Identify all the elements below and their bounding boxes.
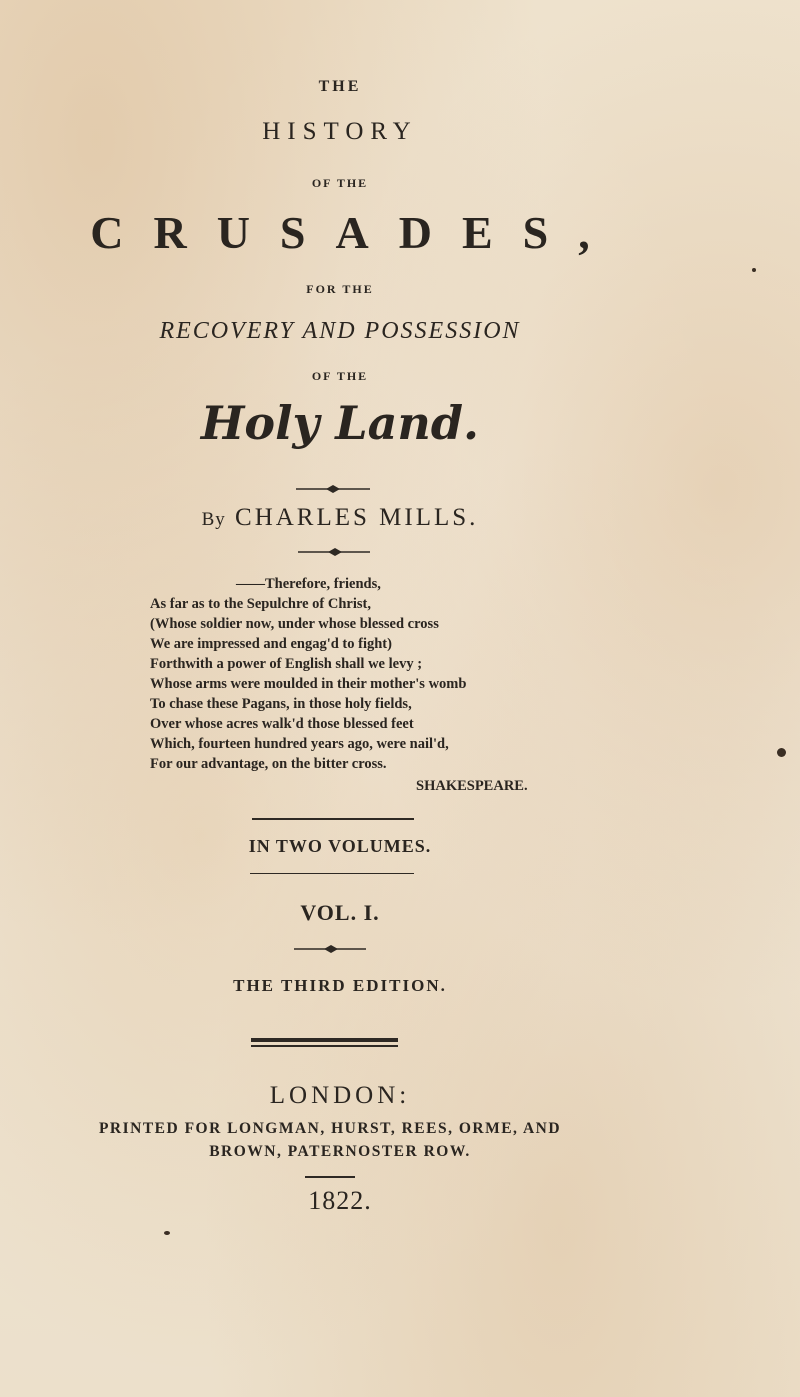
epigraph-line: For our advantage, on the bitter cross. bbox=[150, 756, 387, 772]
title-history: HISTORY bbox=[262, 118, 418, 145]
title-recovery: RECOVERY AND POSSESSION bbox=[159, 318, 521, 344]
imprint-publisher: BROWN, PATERNOSTER ROW. bbox=[209, 1143, 471, 1160]
volumes-note: IN TWO VOLUMES. bbox=[248, 836, 432, 856]
rule-line bbox=[250, 873, 414, 874]
author-line bbox=[0, 504, 680, 532]
ink-spot bbox=[164, 1231, 170, 1235]
epigraph-line: We are impressed and engag'd to fight) bbox=[150, 636, 392, 652]
title-for-the: FOR THE bbox=[306, 282, 374, 296]
epigraph-line: Which, fourteen hundred years ago, were nail'd, bbox=[150, 736, 449, 752]
ornament-divider bbox=[298, 546, 370, 558]
double-rule-thin bbox=[251, 1045, 398, 1047]
imprint-city: LONDON: bbox=[269, 1082, 411, 1109]
title-the: THE bbox=[318, 78, 362, 95]
rule-line bbox=[305, 1176, 355, 1178]
title-holy-land: Holy Land. bbox=[200, 396, 480, 450]
volume-number: VOL. I. bbox=[300, 900, 380, 925]
author-name: CHARLES MILLS. bbox=[235, 504, 479, 531]
double-rule-thick bbox=[251, 1038, 398, 1042]
imprint-printed: PRINTED FOR LONGMAN, HURST, REES, ORME, AND bbox=[98, 1120, 562, 1137]
ink-spot bbox=[752, 268, 756, 272]
epigraph-line: Forthwith a power of English shall we levy ; bbox=[150, 656, 423, 672]
title-of-the: OF THE bbox=[311, 176, 369, 190]
title-crusades: CRUSADES, bbox=[90, 207, 620, 258]
epigraph-line: As far as to the Sepulchre of Christ, bbox=[150, 596, 371, 612]
edition: THE THIRD EDITION. bbox=[233, 976, 447, 995]
rule-line bbox=[252, 818, 414, 820]
by-label: By bbox=[201, 509, 226, 530]
epigraph-line: (Whose soldier now, under whose blessed cross bbox=[150, 616, 439, 632]
imprint-year: 1822. bbox=[308, 1186, 372, 1215]
title-of-the-2: OF THE bbox=[311, 369, 369, 383]
epigraph-line: ——Therefore, friends, bbox=[236, 576, 381, 592]
ink-spot bbox=[777, 748, 786, 757]
ornament-divider bbox=[296, 483, 370, 495]
epigraph-line: Whose arms were moulded in their mother's womb bbox=[150, 676, 467, 692]
epigraph-line: Over whose acres walk'd those blessed feet bbox=[150, 716, 414, 732]
epigraph-attribution: SHAKESPEARE. bbox=[416, 778, 528, 794]
ornament-divider bbox=[294, 943, 366, 955]
epigraph-line: To chase these Pagans, in those holy fields, bbox=[150, 696, 412, 712]
